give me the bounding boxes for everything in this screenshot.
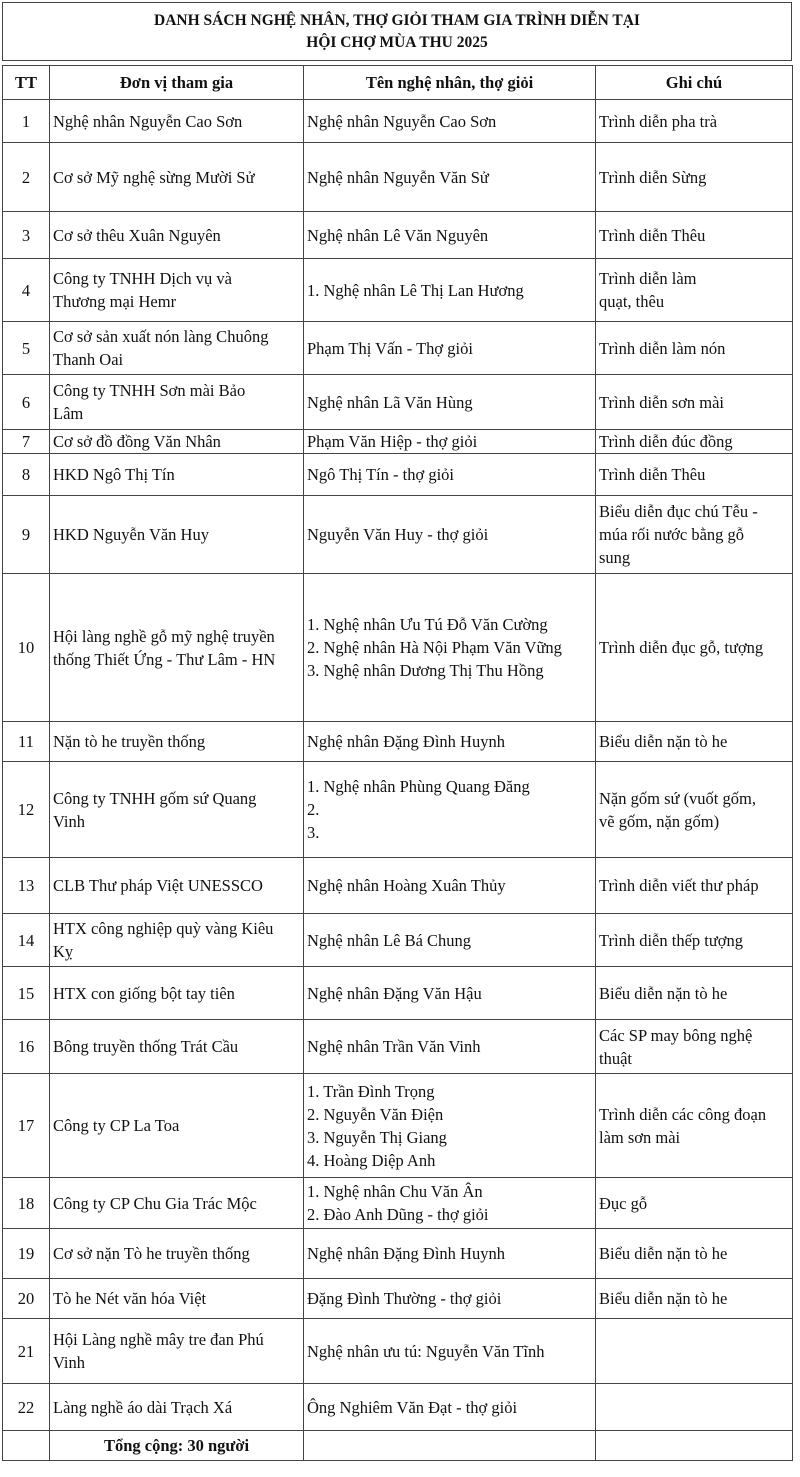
note-cell bbox=[596, 967, 793, 1020]
row-number: 11 bbox=[3, 722, 50, 762]
artisan-cell bbox=[304, 858, 596, 914]
row-number: 21 bbox=[3, 1319, 50, 1384]
unit-cell bbox=[50, 967, 304, 1020]
artisan-line: Ngô Thị Tín - thợ giỏi bbox=[307, 465, 454, 484]
unit-line: Cơ sở Mỹ nghệ sừng Mười Sử bbox=[53, 167, 255, 187]
unit-line: thống Thiết Ứng - Thư Lâm - HN bbox=[53, 649, 276, 669]
artisan-line: Nghệ nhân Nguyễn Cao Sơn bbox=[307, 111, 497, 131]
total-empty-cell bbox=[304, 1431, 596, 1461]
unit-cell bbox=[50, 259, 304, 322]
note-cell bbox=[596, 259, 793, 322]
artisan-line: Phạm Văn Hiệp - thợ giỏi bbox=[307, 432, 478, 451]
document-title bbox=[2, 2, 792, 61]
artisan-line: 1. Nghệ nhân Ưu Tú Đỗ Văn Cường bbox=[307, 615, 548, 634]
artisan-line: Nghệ nhân Đặng Văn Hậu bbox=[307, 983, 482, 1003]
artisan-cell bbox=[304, 212, 596, 259]
note-line: Trình diễn đúc đồng bbox=[599, 432, 733, 451]
note-line: Biểu diễn nặn tò he bbox=[599, 732, 728, 751]
row-number: 17 bbox=[3, 1074, 50, 1178]
artisan-cell bbox=[304, 762, 596, 858]
table-row bbox=[3, 212, 793, 259]
unit-line: Cơ sở thêu Xuân Nguyên bbox=[53, 225, 221, 245]
artisan-cell bbox=[304, 143, 596, 212]
note-cell bbox=[596, 454, 793, 496]
unit-cell bbox=[50, 1178, 304, 1229]
artisan-line: Đặng Đình Thường - thợ giỏi bbox=[307, 1289, 502, 1308]
note-cell bbox=[596, 1229, 793, 1279]
unit-cell bbox=[50, 375, 304, 430]
unit-line: Thanh Oai bbox=[53, 350, 124, 369]
unit-line: Công ty TNHH Dịch vụ và bbox=[53, 269, 232, 288]
note-line: Trình diễn thếp tượng bbox=[599, 930, 744, 950]
unit-line: Thương mại Hemr bbox=[53, 292, 177, 311]
note-line: Trình diễn làm bbox=[599, 269, 697, 288]
artisan-line: 4. Hoàng Diệp Anh bbox=[307, 1150, 436, 1170]
table-row bbox=[3, 967, 793, 1020]
artisan-line: Nghệ nhân ưu tú: Nguyễn Văn Tĩnh bbox=[307, 1341, 545, 1361]
table-row bbox=[3, 1229, 793, 1279]
artisan-line: Nghệ nhân Trần Văn Vinh bbox=[307, 1037, 481, 1056]
unit-line: Vinh bbox=[53, 1353, 86, 1372]
note-cell bbox=[596, 574, 793, 722]
note-cell bbox=[596, 1319, 793, 1384]
note-cell bbox=[596, 496, 793, 574]
row-number: 15 bbox=[3, 967, 50, 1020]
artisan-line: 2. Nguyễn Văn Điện bbox=[307, 1104, 444, 1124]
artisan-line: Nguyễn Văn Huy - thợ giỏi bbox=[307, 525, 489, 544]
artisan-cell bbox=[304, 914, 596, 967]
note-line: Trình diễn viết thư pháp bbox=[599, 876, 759, 895]
row-number: 18 bbox=[3, 1178, 50, 1229]
unit-line: Lâm bbox=[53, 404, 84, 423]
header-note: Ghi chú bbox=[596, 66, 793, 100]
note-cell bbox=[596, 762, 793, 858]
artisan-cell bbox=[304, 1178, 596, 1229]
artisan-line: 3. Nguyễn Thị Giang bbox=[307, 1127, 447, 1147]
document-sheet bbox=[2, 2, 792, 1461]
artisan-table bbox=[2, 65, 793, 1461]
artisan-cell bbox=[304, 322, 596, 375]
artisan-cell bbox=[304, 1319, 596, 1384]
note-line: Trình diễn Thêu bbox=[599, 465, 706, 484]
artisan-line: Nghệ nhân Lã Văn Hùng bbox=[307, 392, 473, 412]
header-row bbox=[3, 66, 793, 100]
artisan-line: Phạm Thị Vấn - Thợ giỏi bbox=[307, 338, 473, 358]
artisan-cell bbox=[304, 574, 596, 722]
artisan-cell bbox=[304, 1020, 596, 1074]
row-number: 16 bbox=[3, 1020, 50, 1074]
title-line-2: HỘI CHỢ MÙA THU 2025 bbox=[306, 33, 488, 51]
note-cell bbox=[596, 1178, 793, 1229]
table-row bbox=[3, 574, 793, 722]
unit-cell bbox=[50, 1074, 304, 1178]
header-tt: TT bbox=[3, 66, 50, 100]
row-number: 5 bbox=[3, 322, 50, 375]
table-body bbox=[3, 100, 793, 1431]
artisan-line: Nghệ nhân Đặng Đình Huynh bbox=[307, 732, 505, 751]
artisan-line: 1. Nghệ nhân Lê Thị Lan Hương bbox=[307, 280, 524, 300]
unit-line: Bông truyền thống Trát Cầu bbox=[53, 1037, 239, 1056]
row-number: 1 bbox=[3, 100, 50, 143]
artisan-line: 2. Nghệ nhân Hà Nội Phạm Văn Vững bbox=[307, 638, 562, 657]
total-empty-cell bbox=[596, 1431, 793, 1461]
artisan-cell bbox=[304, 375, 596, 430]
row-number: 9 bbox=[3, 496, 50, 574]
artisan-line: 1. Trần Đình Trọng bbox=[307, 1081, 435, 1101]
table-row bbox=[3, 143, 793, 212]
unit-cell bbox=[50, 858, 304, 914]
artisan-line: 1. Nghệ nhân Chu Văn Ân bbox=[307, 1182, 483, 1201]
row-number: 4 bbox=[3, 259, 50, 322]
artisan-line: Nghệ nhân Hoàng Xuân Thủy bbox=[307, 876, 506, 895]
unit-line: Nặn tò he truyền thống bbox=[53, 732, 206, 751]
title-line-1: DANH SÁCH NGHỆ NHÂN, THỢ GIỎI THAM GIA TRÌNH DIỄN TẠI bbox=[154, 11, 640, 29]
note-cell bbox=[596, 212, 793, 259]
unit-cell bbox=[50, 1384, 304, 1431]
table-row bbox=[3, 1020, 793, 1074]
note-line: Biểu diễn nặn tò he bbox=[599, 1289, 728, 1308]
row-number: 6 bbox=[3, 375, 50, 430]
artisan-line: 3. bbox=[307, 823, 320, 842]
row-number: 13 bbox=[3, 858, 50, 914]
table-row bbox=[3, 914, 793, 967]
unit-line: Làng nghề áo dài Trạch Xá bbox=[53, 1397, 233, 1417]
unit-cell bbox=[50, 322, 304, 375]
table-row bbox=[3, 858, 793, 914]
unit-line: Hội làng nghề gỗ mỹ nghệ truyền bbox=[53, 626, 275, 646]
unit-line: Cơ sở nặn Tò he truyền thống bbox=[53, 1244, 250, 1263]
total-row bbox=[3, 1431, 793, 1461]
artisan-cell bbox=[304, 1074, 596, 1178]
table-row bbox=[3, 1384, 793, 1431]
table-row bbox=[3, 375, 793, 430]
artisan-cell bbox=[304, 1384, 596, 1431]
artisan-line: Nghệ nhân Lê Văn Nguyên bbox=[307, 225, 489, 245]
row-number: 22 bbox=[3, 1384, 50, 1431]
note-line: múa rối nước bằng gỗ bbox=[599, 525, 745, 544]
note-cell bbox=[596, 375, 793, 430]
unit-cell bbox=[50, 143, 304, 212]
row-number: 2 bbox=[3, 143, 50, 212]
unit-line: HKD Nguyễn Văn Huy bbox=[53, 525, 209, 544]
artisan-line: Ông Nghiêm Văn Đạt - thợ giỏi bbox=[307, 1397, 518, 1417]
note-cell bbox=[596, 322, 793, 375]
artisan-line: Nghệ nhân Đặng Đình Huynh bbox=[307, 1244, 505, 1263]
unit-cell bbox=[50, 574, 304, 722]
unit-line: Công ty CP La Toa bbox=[53, 1116, 180, 1135]
table-row bbox=[3, 1074, 793, 1178]
row-number: 19 bbox=[3, 1229, 50, 1279]
unit-line: Tò he Nét văn hóa Việt bbox=[53, 1289, 207, 1308]
row-number: 12 bbox=[3, 762, 50, 858]
note-line: Biểu diễn nặn tò he bbox=[599, 983, 728, 1003]
table-row bbox=[3, 1178, 793, 1229]
table-row bbox=[3, 100, 793, 143]
unit-line: HTX con giống bột tay tiên bbox=[53, 983, 235, 1003]
note-line: Trình diễn đục gỗ, tượng bbox=[599, 638, 764, 657]
row-number: 8 bbox=[3, 454, 50, 496]
unit-cell bbox=[50, 762, 304, 858]
note-line: Đục gỗ bbox=[599, 1193, 648, 1213]
unit-cell bbox=[50, 1020, 304, 1074]
table-row bbox=[3, 430, 793, 454]
note-cell bbox=[596, 1074, 793, 1178]
note-line: Biểu diễn đục chú Tễu - bbox=[599, 502, 758, 521]
note-line: làm sơn mài bbox=[599, 1127, 681, 1147]
unit-line: Kỵ bbox=[53, 942, 74, 961]
row-number: 10 bbox=[3, 574, 50, 722]
unit-line: Cơ sở đồ đồng Văn Nhân bbox=[53, 432, 221, 451]
unit-line: HKD Ngô Thị Tín bbox=[53, 465, 175, 484]
artisan-cell bbox=[304, 259, 596, 322]
note-cell bbox=[596, 100, 793, 143]
unit-cell bbox=[50, 430, 304, 454]
note-line: Trình diễn các công đoạn bbox=[599, 1104, 767, 1124]
artisan-line: 2. bbox=[307, 800, 320, 819]
table-row bbox=[3, 1319, 793, 1384]
artisan-cell bbox=[304, 454, 596, 496]
unit-cell bbox=[50, 722, 304, 762]
artisan-cell bbox=[304, 100, 596, 143]
unit-line: Hội Làng nghề mây tre đan Phú bbox=[53, 1330, 264, 1349]
note-line: Biểu diễn nặn tò he bbox=[599, 1244, 728, 1263]
table-row bbox=[3, 496, 793, 574]
artisan-line: 1. Nghệ nhân Phùng Quang Đăng bbox=[307, 777, 530, 796]
unit-cell bbox=[50, 1279, 304, 1319]
unit-cell bbox=[50, 212, 304, 259]
unit-cell bbox=[50, 496, 304, 574]
table-row bbox=[3, 722, 793, 762]
row-number: 3 bbox=[3, 212, 50, 259]
unit-line: CLB Thư pháp Việt UNESSCO bbox=[53, 876, 263, 895]
note-cell bbox=[596, 1020, 793, 1074]
artisan-line: 3. Nghệ nhân Dương Thị Thu Hồng bbox=[307, 661, 544, 680]
total-label: Tổng cộng: 30 người bbox=[50, 1431, 304, 1461]
note-line: Nặn gốm sứ (vuốt gốm, bbox=[599, 788, 756, 808]
artisan-cell bbox=[304, 496, 596, 574]
unit-line: Công ty CP Chu Gia Trác Mộc bbox=[53, 1193, 257, 1213]
note-line: Trình diễn sơn mài bbox=[599, 392, 724, 412]
artisan-cell bbox=[304, 967, 596, 1020]
artisan-cell bbox=[304, 430, 596, 454]
header-unit: Đơn vị tham gia bbox=[50, 66, 304, 100]
unit-line: HTX công nghiệp quỳ vàng Kiêu bbox=[53, 919, 274, 938]
table-row bbox=[3, 1279, 793, 1319]
note-cell bbox=[596, 722, 793, 762]
unit-line: Cơ sở sản xuất nón làng Chuông bbox=[53, 327, 269, 346]
note-cell bbox=[596, 1279, 793, 1319]
total-empty-cell bbox=[3, 1431, 50, 1461]
row-number: 7 bbox=[3, 430, 50, 454]
note-line: Các SP may bông nghệ bbox=[599, 1025, 753, 1045]
row-number: 14 bbox=[3, 914, 50, 967]
unit-line: Công ty TNHH gốm sứ Quang bbox=[53, 788, 257, 808]
unit-cell bbox=[50, 454, 304, 496]
unit-line: Nghệ nhân Nguyễn Cao Sơn bbox=[53, 111, 243, 131]
unit-cell bbox=[50, 914, 304, 967]
table-row bbox=[3, 454, 793, 496]
table-row bbox=[3, 762, 793, 858]
note-line: sung bbox=[599, 548, 631, 567]
unit-cell bbox=[50, 100, 304, 143]
note-line: Trình diễn Thêu bbox=[599, 225, 706, 245]
unit-cell bbox=[50, 1319, 304, 1384]
artisan-cell bbox=[304, 722, 596, 762]
artisan-cell bbox=[304, 1229, 596, 1279]
unit-line: Vinh bbox=[53, 811, 86, 831]
table-row bbox=[3, 322, 793, 375]
note-cell bbox=[596, 143, 793, 212]
artisan-line: 2. Đào Anh Dũng - thợ giỏi bbox=[307, 1205, 489, 1224]
unit-line: Công ty TNHH Sơn mài Bảo bbox=[53, 381, 246, 400]
note-cell bbox=[596, 858, 793, 914]
header-artisan: Tên nghệ nhân, thợ giỏi bbox=[304, 66, 596, 100]
artisan-line: Nghệ nhân Lê Bá Chung bbox=[307, 930, 472, 950]
note-line: Trình diễn pha trà bbox=[599, 111, 718, 131]
unit-cell bbox=[50, 1229, 304, 1279]
artisan-line: Nghệ nhân Nguyễn Văn Sử bbox=[307, 167, 489, 187]
row-number: 20 bbox=[3, 1279, 50, 1319]
table-row bbox=[3, 259, 793, 322]
note-cell bbox=[596, 430, 793, 454]
note-line: quạt, thêu bbox=[599, 292, 665, 311]
note-line: thuật bbox=[599, 1048, 632, 1068]
note-cell bbox=[596, 914, 793, 967]
artisan-cell bbox=[304, 1279, 596, 1319]
note-line: Trình diễn Sừng bbox=[599, 167, 707, 187]
note-cell bbox=[596, 1384, 793, 1431]
note-line: vẽ gốm, nặn gốm) bbox=[599, 811, 720, 831]
note-line: Trình diễn làm nón bbox=[599, 338, 726, 358]
